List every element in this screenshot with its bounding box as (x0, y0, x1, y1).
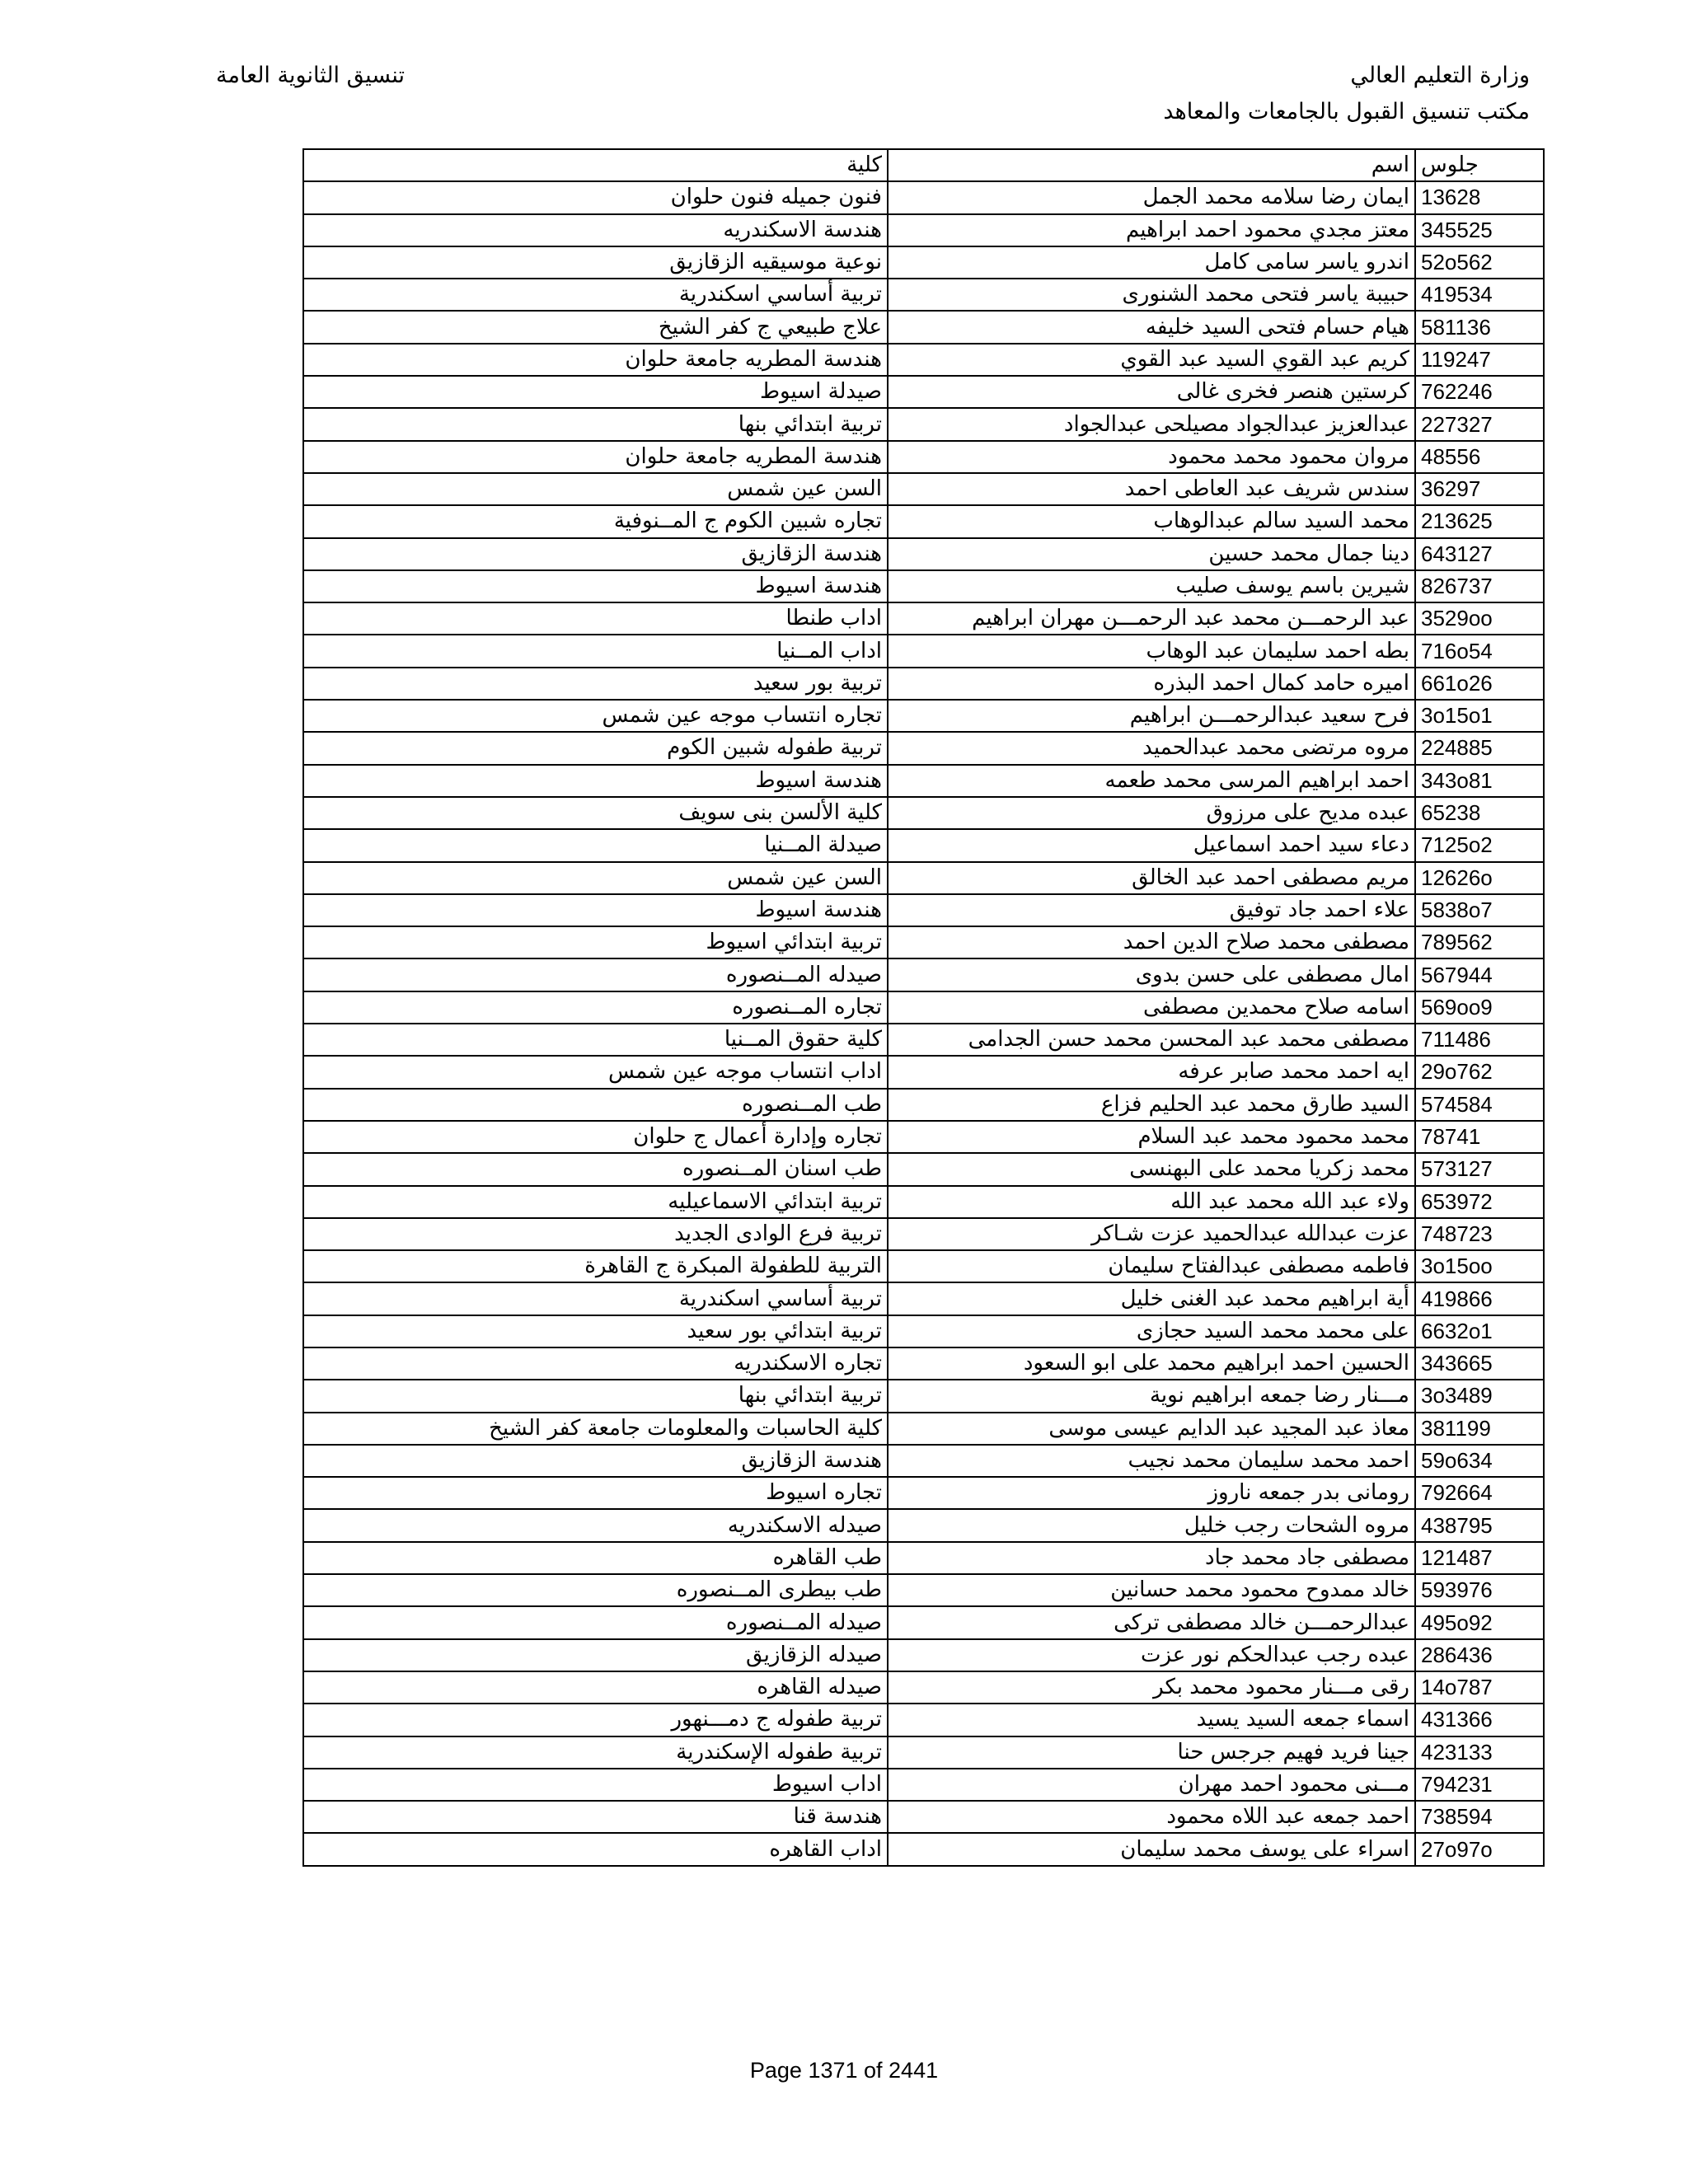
table-row (303, 1574, 1544, 1606)
table-row (303, 538, 1544, 570)
name-cell: السيد طارق محمد عبد الحليم فزاع (888, 1089, 1415, 1121)
college-cell: تربية ابتدائي بور سعيد (303, 1315, 888, 1347)
name-cell: عزت عبدالله عبدالحميد عزت شـاكر (888, 1218, 1415, 1250)
college-cell: كلية حقوق المــنيا (303, 1024, 888, 1056)
seat-cell: 738594 (1415, 1801, 1544, 1833)
table-row (303, 181, 1544, 213)
college-cell: صيدلة اسيوط (303, 376, 888, 408)
table-row (303, 1477, 1544, 1509)
seat-cell: 7125o2 (1415, 829, 1544, 861)
college-cell: تجاره الاسكندريه (303, 1347, 888, 1380)
name-cell: سندس شريف عبد العاطى احمد (888, 473, 1415, 505)
table-row (303, 926, 1544, 958)
table-row (303, 1347, 1544, 1380)
name-cell: كرستين هنصر فخرى غالى (888, 376, 1415, 408)
table-row (303, 441, 1544, 473)
name-cell: معاذ عبد المجيد عبد الدايم عيسى موسى (888, 1413, 1415, 1445)
seat-cell: 438795 (1415, 1509, 1544, 1541)
table-row (303, 894, 1544, 926)
seat-cell: 762246 (1415, 376, 1544, 408)
college-cell: تربية طفوله ج دمـــنهور (303, 1704, 888, 1736)
table-body (303, 181, 1544, 1865)
college-cell: اداب المــنيا (303, 635, 888, 667)
table-row (303, 1089, 1544, 1121)
seat-cell: 52o562 (1415, 246, 1544, 279)
seat-cell: 5838o7 (1415, 894, 1544, 926)
seat-cell: 29o762 (1415, 1056, 1544, 1088)
table-row (303, 1606, 1544, 1638)
name-cell: احمد جمعه عبد اللاه محمود (888, 1801, 1415, 1833)
seat-cell: 78741 (1415, 1121, 1544, 1153)
table-header-row (303, 149, 1544, 181)
college-cell: تجاره وإدارة أعمال ج حلوان (303, 1121, 888, 1153)
seat-cell: 711486 (1415, 1024, 1544, 1056)
seat-cell: 13628 (1415, 181, 1544, 213)
college-cell: هندسة الزقازيق (303, 1445, 888, 1477)
college-cell: هندسة المطريه جامعة حلوان (303, 344, 888, 376)
name-cell: اندرو ياسر سامى كامل (888, 246, 1415, 279)
table-row (303, 602, 1544, 635)
college-cell: علاج طبيعي ج كفر الشيخ (303, 311, 888, 343)
name-cell: رومانى بدر جمعه ناروز (888, 1477, 1415, 1509)
seat-cell: 27o97o (1415, 1833, 1544, 1865)
table-row (303, 1542, 1544, 1574)
table-row (303, 765, 1544, 797)
name-cell: محمد محمود محمد عبد السلام (888, 1121, 1415, 1153)
seat-cell: 14o787 (1415, 1671, 1544, 1704)
table-row (303, 991, 1544, 1024)
college-cell: هندسة اسيوط (303, 570, 888, 602)
seat-cell: 748723 (1415, 1218, 1544, 1250)
college-cell: هندسة اسيوط (303, 765, 888, 797)
college-cell: تجاره المــنصوره (303, 991, 888, 1024)
seat-cell: 381199 (1415, 1413, 1544, 1445)
seat-cell: 574584 (1415, 1089, 1544, 1121)
name-cell: اسراء على يوسف محمد سليمان (888, 1833, 1415, 1865)
table-row (303, 1445, 1544, 1477)
name-cell: الحسين احمد ابراهيم محمد على ابو السعود (888, 1347, 1415, 1380)
college-cell: اداب اسيوط (303, 1769, 888, 1801)
name-cell: مصطفى محمد عبد المحسن محمد حسن الجدامى (888, 1024, 1415, 1056)
name-cell: على محمد محمد السيد حجازى (888, 1315, 1415, 1347)
seat-cell: 3529oo (1415, 602, 1544, 635)
college-cell: اداب القاهره (303, 1833, 888, 1865)
name-cell: علاء احمد جاد توفيق (888, 894, 1415, 926)
table-row (303, 700, 1544, 732)
table-row (303, 1736, 1544, 1769)
table-row (303, 1024, 1544, 1056)
name-cell: اسامه صلاح محمدين مصطفى (888, 991, 1415, 1024)
table-row (303, 246, 1544, 279)
name-cell: دعاء سيد احمد اسماعيل (888, 829, 1415, 861)
college-cell: اداب طنطا (303, 602, 888, 635)
table-row (303, 408, 1544, 440)
college-cell: طب المــنصوره (303, 1089, 888, 1121)
seat-cell: 3o15oo (1415, 1250, 1544, 1282)
seat-cell: 826737 (1415, 570, 1544, 602)
college-cell: تربية طفوله شبين الكوم (303, 732, 888, 764)
seat-cell: 794231 (1415, 1769, 1544, 1801)
name-cell: حبيبة ياسر فتحى محمد الشنورى (888, 279, 1415, 311)
college-cell: هندسة الاسكندريه (303, 214, 888, 246)
name-cell: محمد زكريا محمد على البهنسى (888, 1153, 1415, 1185)
table-row (303, 1186, 1544, 1218)
table-row (303, 1639, 1544, 1671)
college-cell: تربية ابتدائي اسيوط (303, 926, 888, 958)
table-row (303, 1380, 1544, 1412)
table-row (303, 635, 1544, 667)
name-cell: بطه احمد سليمان عبد الوهاب (888, 635, 1415, 667)
seat-cell: 569oo9 (1415, 991, 1544, 1024)
college-cell: صيدلة المــنيا (303, 829, 888, 861)
name-cell: رقى مـــنار محمود محمد بكر (888, 1671, 1415, 1704)
table-row (303, 958, 1544, 991)
table-row (303, 214, 1544, 246)
table-row (303, 1769, 1544, 1801)
table-row (303, 1704, 1544, 1736)
college-cell: تربية ابتدائي بنها (303, 408, 888, 440)
name-cell: مـــنار رضا جمعه ابراهيم نوية (888, 1380, 1415, 1412)
college-cell: تجاره اسيوط (303, 1477, 888, 1509)
college-cell: طب اسنان المــنصوره (303, 1153, 888, 1185)
table-row (303, 1121, 1544, 1153)
seat-cell: 3o3489 (1415, 1380, 1544, 1412)
college-cell: صيدله الزقازيق (303, 1639, 888, 1671)
seat-cell: 419866 (1415, 1282, 1544, 1315)
seat-cell: 573127 (1415, 1153, 1544, 1185)
name-cell: احمد محمد سليمان محمد نجيب (888, 1445, 1415, 1477)
college-cell: التربية للطفولة المبكرة ج القاهرة (303, 1250, 888, 1282)
college-cell: تجاره انتساب موجه عين شمس (303, 700, 888, 732)
college-cell: صيدله المــنصوره (303, 958, 888, 991)
college-cell: تربية بور سعيد (303, 668, 888, 700)
college-cell: هندسة المطريه جامعة حلوان (303, 441, 888, 473)
table-row (303, 862, 1544, 894)
name-cell: أية ابراهيم محمد عبد الغنى خليل (888, 1282, 1415, 1315)
seat-cell: 59o634 (1415, 1445, 1544, 1477)
seat-cell: 48556 (1415, 441, 1544, 473)
table-row (303, 797, 1544, 829)
name-cell: اسماء جمعه السيد يسيد (888, 1704, 1415, 1736)
seat-cell: 121487 (1415, 1542, 1544, 1574)
college-cell: السن عين شمس (303, 473, 888, 505)
table-row (303, 1509, 1544, 1541)
table-row (303, 1315, 1544, 1347)
table-row (303, 1801, 1544, 1833)
college-cell: طب بيطرى المــنصوره (303, 1574, 888, 1606)
column-header-college: كلية (303, 149, 888, 181)
college-cell: هندسة اسيوط (303, 894, 888, 926)
name-cell: مروه مرتضى محمد عبدالحميد (888, 732, 1415, 764)
college-cell: نوعية موسيقيه الزقازيق (303, 246, 888, 279)
name-cell: احمد ابراهيم المرسى محمد طعمه (888, 765, 1415, 797)
college-cell: تربية أساسي اسكندرية (303, 1282, 888, 1315)
seat-cell: 65238 (1415, 797, 1544, 829)
table-row (303, 1250, 1544, 1282)
name-cell: مروان محمود محمد محمود (888, 441, 1415, 473)
seat-cell: 345525 (1415, 214, 1544, 246)
seat-cell: 423133 (1415, 1736, 1544, 1769)
college-cell: تربية فرع الوادى الجديد (303, 1218, 888, 1250)
name-cell: عبده رجب عبدالحكم نور عزت (888, 1639, 1415, 1671)
name-cell: مروه الشحات رجب خليل (888, 1509, 1415, 1541)
name-cell: عبده مديح على مرزوق (888, 797, 1415, 829)
name-cell: ايه احمد محمد صابر عرفه (888, 1056, 1415, 1088)
table-row (303, 1056, 1544, 1088)
name-cell: عبد الرحمـــن محمد عبد الرحمـــن مهران ابراهيم (888, 602, 1415, 635)
office-title: مكتب تنسيق القبول بالجامعات والمعاهد (1163, 99, 1530, 124)
college-cell: صيدله المــنصوره (303, 1606, 888, 1638)
college-cell: تربية أساسي اسكندرية (303, 279, 888, 311)
seat-cell: 792664 (1415, 1477, 1544, 1509)
seat-cell: 224885 (1415, 732, 1544, 764)
seat-cell: 6632o1 (1415, 1315, 1544, 1347)
column-header-seat: جلوس (1415, 149, 1544, 181)
college-cell: طب القاهره (303, 1542, 888, 1574)
table-row (303, 1153, 1544, 1185)
seat-cell: 343o81 (1415, 765, 1544, 797)
results-table (302, 148, 1545, 1867)
table-row (303, 570, 1544, 602)
college-cell: هندسة قنا (303, 1801, 888, 1833)
seat-cell: 495o92 (1415, 1606, 1544, 1638)
name-cell: ولاء عبد الله محمد عبد الله (888, 1186, 1415, 1218)
table-row (303, 311, 1544, 343)
table-row (303, 344, 1544, 376)
column-header-name: اسم (888, 149, 1415, 181)
ministry-title: وزارة التعليم العالي (1350, 63, 1530, 88)
seat-cell: 12626o (1415, 862, 1544, 894)
name-cell: فاطمه مصطفى عبدالفتاح سليمان (888, 1250, 1415, 1282)
name-cell: ايمان رضا سلامه محمد الجمل (888, 181, 1415, 213)
name-cell: معتز مجدي محمود احمد ابراهيم (888, 214, 1415, 246)
college-cell: اداب انتساب موجه عين شمس (303, 1056, 888, 1088)
college-cell: كلية الحاسبات والمعلومات جامعة كفر الشيخ (303, 1413, 888, 1445)
seat-cell: 119247 (1415, 344, 1544, 376)
seat-cell: 36297 (1415, 473, 1544, 505)
name-cell: عبدالعزيز عبدالجواد مصيلحى عبدالجواد (888, 408, 1415, 440)
table-row (303, 1218, 1544, 1250)
coordination-title: تنسيق الثانوية العامة (216, 63, 406, 88)
college-cell: تجاره شبين الكوم ج المــنوفية (303, 505, 888, 537)
table-row (303, 505, 1544, 537)
name-cell: مريم مصطفى احمد عبد الخالق (888, 862, 1415, 894)
document-header (1163, 58, 1530, 130)
table-row (303, 1833, 1544, 1865)
name-cell: مصطفى جاد محمد جاد (888, 1542, 1415, 1574)
name-cell: خالد ممدوح محمود محمد حسانين (888, 1574, 1415, 1606)
college-cell: كلية الألسن بنى سويف (303, 797, 888, 829)
seat-cell: 716o54 (1415, 635, 1544, 667)
table-row (303, 1671, 1544, 1704)
name-cell: اميره حامد كمال احمد البذره (888, 668, 1415, 700)
table-row (303, 279, 1544, 311)
name-cell: جينا فريد فهيم جرجس حنا (888, 1736, 1415, 1769)
table-row (303, 732, 1544, 764)
seat-cell: 581136 (1415, 311, 1544, 343)
name-cell: شيرين باسم يوسف صليب (888, 570, 1415, 602)
seat-cell: 593976 (1415, 1574, 1544, 1606)
seat-cell: 343665 (1415, 1347, 1544, 1380)
college-cell: صيدله الاسكندريه (303, 1509, 888, 1541)
name-cell: هيام حسام فتحى السيد خليفه (888, 311, 1415, 343)
table-row (303, 1413, 1544, 1445)
college-cell: السن عين شمس (303, 862, 888, 894)
page-number: Page 1371 of 2441 (749, 2058, 939, 2083)
name-cell: فرح سعيد عبدالرحمـــن ابراهيم (888, 700, 1415, 732)
college-cell: تربية طفوله الإسكندرية (303, 1736, 888, 1769)
seat-cell: 286436 (1415, 1639, 1544, 1671)
seat-cell: 789562 (1415, 926, 1544, 958)
seat-cell: 213625 (1415, 505, 1544, 537)
name-cell: دينا جمال محمد حسين (888, 538, 1415, 570)
table-row (303, 1282, 1544, 1315)
college-cell: هندسة الزقازيق (303, 538, 888, 570)
seat-cell: 227327 (1415, 408, 1544, 440)
table-row (303, 376, 1544, 408)
seat-cell: 661o26 (1415, 668, 1544, 700)
seat-cell: 567944 (1415, 958, 1544, 991)
name-cell: كريم عبد القوي السيد عبد القوي (888, 344, 1415, 376)
seat-cell: 431366 (1415, 1704, 1544, 1736)
seat-cell: 3o15o1 (1415, 700, 1544, 732)
seat-cell: 419534 (1415, 279, 1544, 311)
name-cell: محمد السيد سالم عبدالوهاب (888, 505, 1415, 537)
table-row (303, 473, 1544, 505)
table-row (303, 668, 1544, 700)
seat-cell: 653972 (1415, 1186, 1544, 1218)
name-cell: عبدالرحمـــن خالد مصطفى تركى (888, 1606, 1415, 1638)
college-cell: تربية ابتدائي الاسماعيليه (303, 1186, 888, 1218)
college-cell: صيدله القاهره (303, 1671, 888, 1704)
college-cell: تربية ابتدائي بنها (303, 1380, 888, 1412)
table-row (303, 829, 1544, 861)
name-cell: امال مصطفى على حسن بدوى (888, 958, 1415, 991)
name-cell: مصطفى محمد صلاح الدين احمد (888, 926, 1415, 958)
name-cell: مـــنى محمود احمد مهران (888, 1769, 1415, 1801)
seat-cell: 643127 (1415, 538, 1544, 570)
college-cell: فنون جميله فنون حلوان (303, 181, 888, 213)
